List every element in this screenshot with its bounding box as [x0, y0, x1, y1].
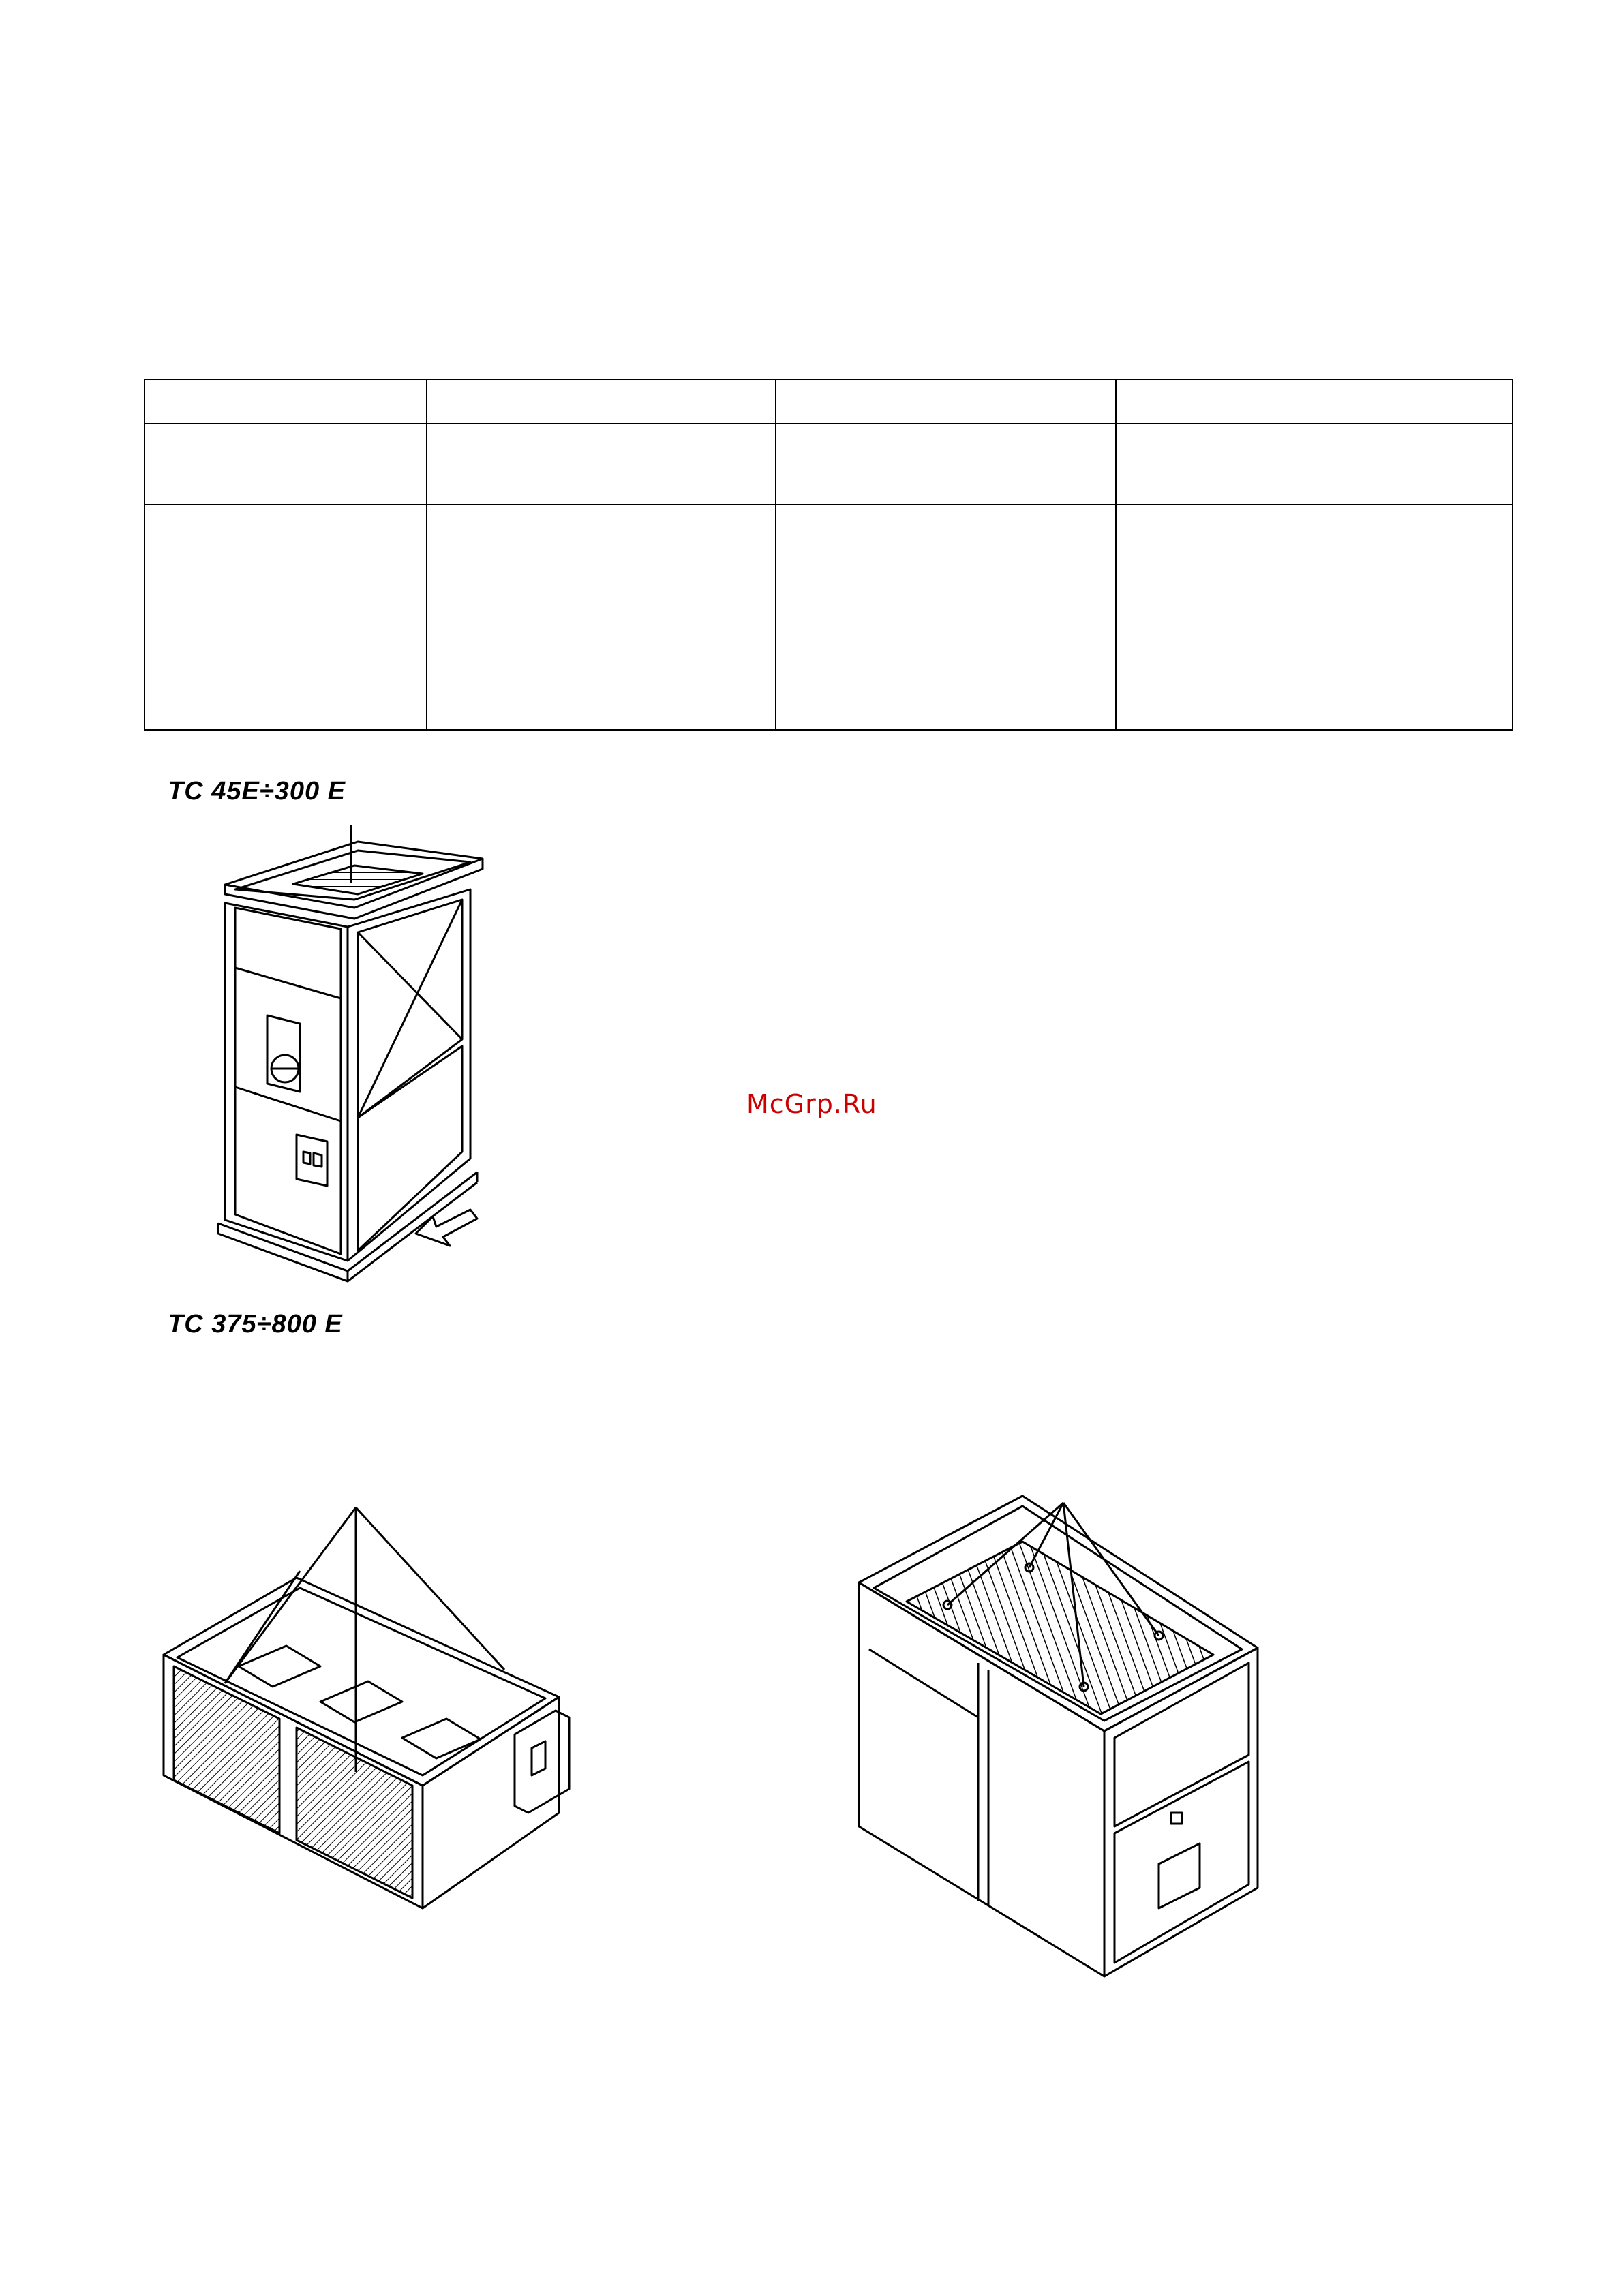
table-cell [1116, 380, 1513, 423]
table-cell [776, 380, 1116, 423]
figure-label-tc375-800: TC 375÷800 E [168, 1310, 343, 1338]
table-cell [145, 504, 427, 730]
table-cell [427, 423, 776, 504]
table-cell [427, 504, 776, 730]
table-row [145, 423, 1513, 504]
table-cell [1116, 423, 1513, 504]
figure-label-tc45-300: TC 45E÷300 E [168, 777, 346, 806]
table-cell [145, 380, 427, 423]
table-row [145, 504, 1513, 730]
unit-drawing-cabinet [845, 1486, 1288, 1983]
table-row [145, 380, 1513, 423]
spec-table [144, 379, 1513, 731]
table-cell [776, 504, 1116, 730]
unit-drawing-vertical [204, 814, 573, 1291]
unit-drawing-horizontal [157, 1493, 593, 1922]
table-cell [776, 423, 1116, 504]
watermark: McGrp.Ru [746, 1089, 877, 1119]
table-cell [427, 380, 776, 423]
table-cell [145, 423, 427, 504]
table-cell [1116, 504, 1513, 730]
